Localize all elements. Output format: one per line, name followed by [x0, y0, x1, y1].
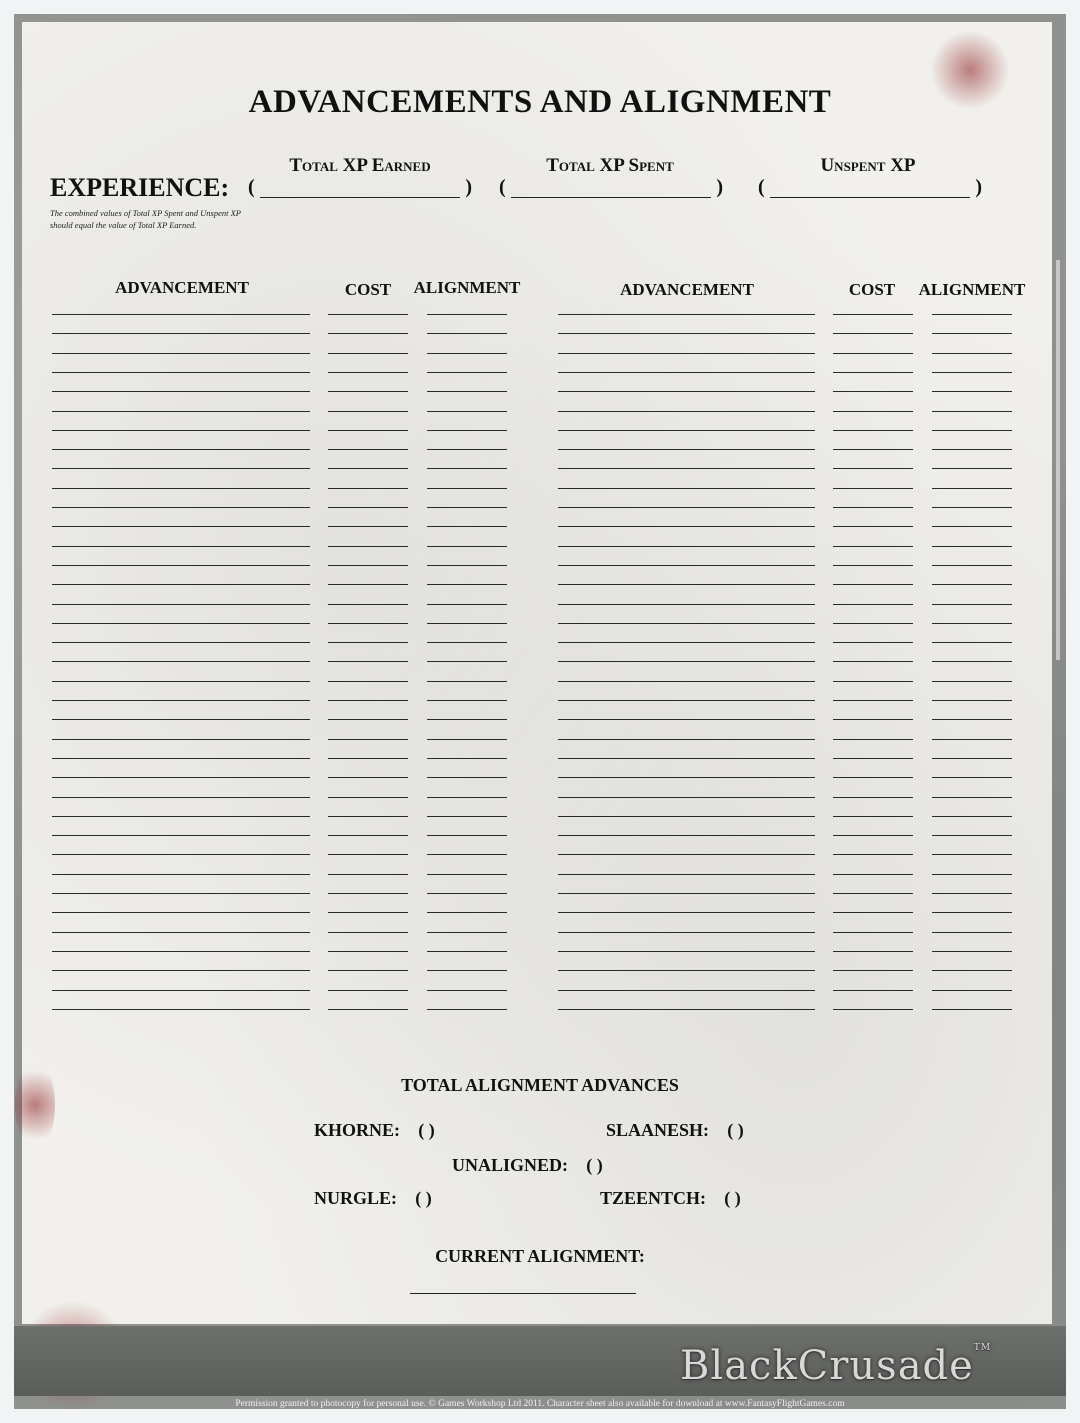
- entry-line[interactable]: [427, 468, 507, 469]
- entry-line: [260, 197, 460, 198]
- entry-line[interactable]: [52, 777, 310, 778]
- entry-line[interactable]: [932, 661, 1012, 662]
- entry-line[interactable]: [558, 333, 815, 334]
- entry-line[interactable]: [427, 430, 507, 431]
- entry-line[interactable]: [427, 584, 507, 585]
- entry-line[interactable]: [328, 893, 408, 894]
- bracket-open: (: [499, 176, 506, 198]
- entry-line[interactable]: [427, 777, 507, 778]
- unaligned-entry[interactable]: [452, 1155, 617, 1176]
- bracket-open: (: [758, 176, 765, 198]
- entry-line[interactable]: [932, 642, 1012, 643]
- entry-line[interactable]: [328, 372, 408, 373]
- slaanesh-bracket: ( ): [727, 1120, 744, 1140]
- entry-line[interactable]: [833, 604, 913, 605]
- entry-line[interactable]: [932, 700, 1012, 701]
- cost-lines-right[interactable]: [833, 314, 913, 1028]
- entry-line[interactable]: [328, 584, 408, 585]
- alignment-header-left: ALIGNMENT: [413, 278, 521, 297]
- entry-line[interactable]: [52, 565, 310, 566]
- entry-line[interactable]: [833, 970, 913, 971]
- experience-label: EXPERIENCE:: [50, 173, 230, 202]
- entry-line[interactable]: [52, 642, 310, 643]
- entry-line[interactable]: [558, 314, 815, 315]
- entry-line[interactable]: [328, 430, 408, 431]
- current-alignment-label: CURRENT ALIGNMENT:: [435, 1246, 645, 1266]
- entry-line[interactable]: [932, 990, 1012, 991]
- entry-line[interactable]: [932, 739, 1012, 740]
- entry-line[interactable]: [833, 758, 913, 759]
- entry-line[interactable]: [833, 719, 913, 720]
- entry-line[interactable]: [558, 372, 815, 373]
- entry-line[interactable]: [932, 758, 1012, 759]
- entry-line[interactable]: [833, 333, 913, 334]
- slaanesh-entry[interactable]: [606, 1120, 758, 1141]
- entry-line[interactable]: [427, 951, 507, 952]
- entry-line[interactable]: [932, 1009, 1012, 1010]
- entry-line[interactable]: [427, 661, 507, 662]
- entry-line[interactable]: [833, 739, 913, 740]
- entry-line[interactable]: [52, 912, 310, 913]
- advancement-header-left: ADVANCEMENT: [115, 278, 249, 297]
- entry-line[interactable]: [52, 835, 310, 836]
- entry-line[interactable]: [932, 468, 1012, 469]
- entry-line[interactable]: [833, 526, 913, 527]
- entry-line[interactable]: [328, 411, 408, 412]
- entry-line[interactable]: [833, 835, 913, 836]
- entry-line[interactable]: [427, 372, 507, 373]
- unaligned-label: UNALIGNED:: [452, 1155, 569, 1175]
- entry-line[interactable]: [558, 835, 815, 836]
- entry-line[interactable]: [932, 777, 1012, 778]
- entry-line[interactable]: [328, 951, 408, 952]
- entry-line[interactable]: [558, 584, 815, 585]
- entry-line[interactable]: [427, 681, 507, 682]
- entry-line[interactable]: [52, 333, 310, 334]
- entry-line[interactable]: [932, 816, 1012, 817]
- entry-line[interactable]: [52, 893, 310, 894]
- entry-line[interactable]: [558, 816, 815, 817]
- entry-line[interactable]: [558, 797, 815, 798]
- entry-line[interactable]: [52, 758, 310, 759]
- entry-line[interactable]: [52, 797, 310, 798]
- entry-line[interactable]: [52, 507, 310, 508]
- entry-line[interactable]: [427, 507, 507, 508]
- entry-line[interactable]: [932, 372, 1012, 373]
- entry-line[interactable]: [328, 1009, 408, 1010]
- entry-line[interactable]: [52, 739, 310, 740]
- entry-line[interactable]: [932, 951, 1012, 952]
- entry-line[interactable]: [833, 912, 913, 913]
- khorne-label: KHORNE:: [314, 1120, 401, 1140]
- entry-line[interactable]: [328, 681, 408, 682]
- entry-line[interactable]: [932, 449, 1012, 450]
- entry-line[interactable]: [328, 565, 408, 566]
- entry-line[interactable]: [427, 391, 507, 392]
- entry-line[interactable]: [427, 912, 507, 913]
- entry-line[interactable]: [328, 526, 408, 527]
- entry-line[interactable]: [558, 990, 815, 991]
- entry-line[interactable]: [833, 777, 913, 778]
- entry-line[interactable]: [558, 661, 815, 662]
- entry-line[interactable]: [558, 912, 815, 913]
- entry-line[interactable]: [932, 797, 1012, 798]
- entry-line[interactable]: [833, 642, 913, 643]
- entry-line[interactable]: [833, 314, 913, 315]
- entry-line[interactable]: [427, 874, 507, 875]
- cost-header-left: COST: [344, 280, 392, 299]
- entry-line[interactable]: [52, 990, 310, 991]
- entry-line[interactable]: [328, 488, 408, 489]
- permission-footer: Permission granted to photocopy for personal use. © Games Workshop Ltd 2011. Character sheet also available for download at www.FantasyFlightGames.com: [235, 1399, 845, 1409]
- entry-line[interactable]: [328, 468, 408, 469]
- entry-line[interactable]: [932, 932, 1012, 933]
- entry-line[interactable]: [427, 990, 507, 991]
- entry-line[interactable]: [52, 623, 310, 624]
- entry-line[interactable]: [558, 758, 815, 759]
- entry-line[interactable]: [328, 314, 408, 315]
- entry-line[interactable]: [833, 797, 913, 798]
- total-xp-earned-label: Total XP Earned: [289, 155, 431, 176]
- entry-line[interactable]: [833, 1009, 913, 1010]
- entry-line[interactable]: [52, 488, 310, 489]
- entry-line[interactable]: [833, 990, 913, 991]
- entry-line[interactable]: [558, 951, 815, 952]
- entry-line[interactable]: [328, 932, 408, 933]
- entry-line[interactable]: [558, 391, 815, 392]
- entry-line[interactable]: [52, 932, 310, 933]
- entry-line[interactable]: [427, 333, 507, 334]
- entry-line[interactable]: [328, 816, 408, 817]
- entry-line[interactable]: [558, 700, 815, 701]
- entry-line[interactable]: [558, 719, 815, 720]
- entry-line[interactable]: [833, 430, 913, 431]
- entry-line[interactable]: [932, 333, 1012, 334]
- entry-line[interactable]: [52, 661, 310, 662]
- entry-line[interactable]: [558, 970, 815, 971]
- entry-line[interactable]: [558, 353, 815, 354]
- entry-line[interactable]: [52, 391, 310, 392]
- entry-line[interactable]: [427, 835, 507, 836]
- entry-line[interactable]: [558, 526, 815, 527]
- tzeentch-entry[interactable]: [600, 1188, 755, 1209]
- entry-line[interactable]: [427, 314, 507, 315]
- entry-line[interactable]: [52, 526, 310, 527]
- entry-line[interactable]: [52, 1009, 310, 1010]
- entry-line[interactable]: [328, 777, 408, 778]
- entry-line[interactable]: [932, 854, 1012, 855]
- entry-line[interactable]: [932, 835, 1012, 836]
- page-title: ADVANCEMENTS AND ALIGNMENT: [248, 84, 832, 120]
- entry-line[interactable]: [558, 1009, 815, 1010]
- bracket-close: ): [975, 176, 982, 198]
- entry-line[interactable]: [52, 719, 310, 720]
- entry-line[interactable]: [833, 507, 913, 508]
- entry-line[interactable]: [932, 430, 1012, 431]
- entry-line[interactable]: [932, 314, 1012, 315]
- entry-line[interactable]: [52, 854, 310, 855]
- cost-lines-left[interactable]: [328, 314, 408, 1028]
- entry-line[interactable]: [328, 604, 408, 605]
- entry-line[interactable]: [932, 546, 1012, 547]
- entry-line[interactable]: [558, 777, 815, 778]
- entry-line[interactable]: [558, 681, 815, 682]
- entry-line[interactable]: [833, 893, 913, 894]
- entry-line[interactable]: [328, 391, 408, 392]
- entry-line[interactable]: [52, 584, 310, 585]
- slaanesh-label: SLAANESH:: [606, 1120, 710, 1140]
- entry-line[interactable]: [328, 990, 408, 991]
- entry-line[interactable]: [427, 700, 507, 701]
- advancement-lines-right[interactable]: [558, 314, 815, 1028]
- entry-line[interactable]: [833, 951, 913, 952]
- entry-line[interactable]: [833, 681, 913, 682]
- total-alignment-title: TOTAL ALIGNMENT ADVANCES: [401, 1075, 679, 1095]
- entry-line[interactable]: [427, 604, 507, 605]
- entry-line[interactable]: [833, 391, 913, 392]
- nurgle-entry[interactable]: [314, 1188, 446, 1209]
- entry-line[interactable]: [833, 854, 913, 855]
- bracket-open: (: [248, 176, 255, 198]
- tzeentch-label: TZEENTCH:: [600, 1188, 707, 1208]
- entry-line[interactable]: [833, 623, 913, 624]
- tzeentch-bracket: ( ): [724, 1188, 741, 1208]
- trademark-mark: TM: [973, 1343, 992, 1353]
- entry-line[interactable]: [558, 739, 815, 740]
- entry-line[interactable]: [328, 449, 408, 450]
- entry-line[interactable]: [932, 565, 1012, 566]
- entry-line[interactable]: [427, 970, 507, 971]
- entry-line[interactable]: [427, 488, 507, 489]
- current-alignment-field[interactable]: [410, 1293, 636, 1294]
- advancement-lines-left[interactable]: [52, 314, 310, 1028]
- entry-line[interactable]: [558, 565, 815, 566]
- entry-line[interactable]: [427, 1009, 507, 1010]
- entry-line[interactable]: [427, 642, 507, 643]
- entry-line[interactable]: [427, 546, 507, 547]
- entry-line[interactable]: [833, 546, 913, 547]
- entry-line[interactable]: [427, 353, 507, 354]
- entry-line[interactable]: [328, 623, 408, 624]
- entry-line[interactable]: [52, 353, 310, 354]
- total-xp-earned-field[interactable]: [248, 178, 472, 200]
- entry-line[interactable]: [328, 546, 408, 547]
- logo-text: BlackCrusade: [680, 1343, 974, 1389]
- entry-line[interactable]: [427, 565, 507, 566]
- entry-line[interactable]: [427, 526, 507, 527]
- alignment-lines-right[interactable]: [932, 314, 1012, 1028]
- entry-line[interactable]: [833, 353, 913, 354]
- entry-line[interactable]: [833, 372, 913, 373]
- entry-line[interactable]: [932, 411, 1012, 412]
- entry-line[interactable]: [932, 604, 1012, 605]
- advancement-header-right: ADVANCEMENT: [620, 280, 754, 299]
- entry-line[interactable]: [558, 449, 815, 450]
- entry-line[interactable]: [932, 623, 1012, 624]
- entry-line[interactable]: [833, 411, 913, 412]
- blood-splatter: [15, 1060, 55, 1150]
- entry-line[interactable]: [932, 893, 1012, 894]
- entry-line[interactable]: [932, 912, 1012, 913]
- entry-line[interactable]: [328, 353, 408, 354]
- alignment-lines-left[interactable]: [427, 314, 507, 1028]
- total-xp-spent-label: Total XP Spent: [546, 155, 674, 176]
- entry-line[interactable]: [52, 372, 310, 373]
- entry-line[interactable]: [558, 468, 815, 469]
- entry-line[interactable]: [52, 874, 310, 875]
- entry-line[interactable]: [833, 700, 913, 701]
- entry-line: [770, 197, 970, 198]
- khorne-bracket: ( ): [418, 1120, 435, 1140]
- entry-line: [511, 197, 711, 198]
- entry-line[interactable]: [328, 758, 408, 759]
- black-crusade-logo: [680, 1343, 991, 1389]
- entry-line[interactable]: [427, 739, 507, 740]
- entry-line[interactable]: [328, 797, 408, 798]
- entry-line[interactable]: [52, 681, 310, 682]
- entry-line[interactable]: [558, 488, 815, 489]
- experience-note: The combined values of Total XP Spent and Unspent XP should equal the value of Total XP Earned.: [50, 208, 241, 230]
- entry-line[interactable]: [427, 932, 507, 933]
- entry-line[interactable]: [833, 816, 913, 817]
- entry-line[interactable]: [427, 719, 507, 720]
- entry-line[interactable]: [328, 642, 408, 643]
- entry-line[interactable]: [833, 874, 913, 875]
- entry-line[interactable]: [833, 449, 913, 450]
- bracket-close: ): [465, 176, 472, 198]
- entry-line[interactable]: [558, 546, 815, 547]
- entry-line[interactable]: [932, 719, 1012, 720]
- entry-line[interactable]: [52, 700, 310, 701]
- entry-line[interactable]: [558, 507, 815, 508]
- entry-line[interactable]: [328, 333, 408, 334]
- entry-line[interactable]: [328, 661, 408, 662]
- cost-header-right: COST: [848, 280, 896, 299]
- entry-line[interactable]: [932, 488, 1012, 489]
- entry-line[interactable]: [52, 604, 310, 605]
- entry-line[interactable]: [558, 411, 815, 412]
- entry-line[interactable]: [427, 854, 507, 855]
- entry-line[interactable]: [833, 565, 913, 566]
- entry-line[interactable]: [328, 874, 408, 875]
- entry-line[interactable]: [427, 797, 507, 798]
- entry-line[interactable]: [833, 468, 913, 469]
- alignment-header-right: ALIGNMENT: [918, 280, 1026, 299]
- entry-line[interactable]: [328, 970, 408, 971]
- entry-line[interactable]: [932, 391, 1012, 392]
- bracket-close: ): [716, 176, 723, 198]
- entry-line[interactable]: [427, 816, 507, 817]
- unspent-xp-label: Unspent XP: [820, 155, 916, 176]
- entry-line[interactable]: [427, 893, 507, 894]
- entry-line[interactable]: [52, 951, 310, 952]
- entry-line[interactable]: [328, 719, 408, 720]
- entry-line[interactable]: [52, 970, 310, 971]
- entry-line[interactable]: [328, 912, 408, 913]
- nurgle-bracket: ( ): [415, 1188, 432, 1208]
- entry-line[interactable]: [932, 526, 1012, 527]
- entry-line[interactable]: [52, 430, 310, 431]
- entry-line[interactable]: [52, 449, 310, 450]
- entry-line[interactable]: [427, 758, 507, 759]
- page-edge: [1056, 260, 1060, 660]
- entry-line[interactable]: [558, 604, 815, 605]
- entry-line[interactable]: [558, 642, 815, 643]
- entry-line[interactable]: [558, 932, 815, 933]
- total-xp-spent-field[interactable]: [499, 178, 723, 200]
- entry-line[interactable]: [558, 430, 815, 431]
- entry-line[interactable]: [328, 854, 408, 855]
- entry-line[interactable]: [328, 700, 408, 701]
- entry-line[interactable]: [52, 816, 310, 817]
- entry-line[interactable]: [558, 854, 815, 855]
- entry-line[interactable]: [558, 874, 815, 875]
- entry-line[interactable]: [328, 507, 408, 508]
- entry-line[interactable]: [52, 411, 310, 412]
- nurgle-label: NURGLE:: [314, 1188, 398, 1208]
- entry-line[interactable]: [932, 584, 1012, 585]
- entry-line[interactable]: [932, 507, 1012, 508]
- entry-line[interactable]: [932, 970, 1012, 971]
- entry-line[interactable]: [833, 661, 913, 662]
- entry-line[interactable]: [52, 468, 310, 469]
- unaligned-bracket: ( ): [586, 1155, 603, 1175]
- entry-line[interactable]: [833, 488, 913, 489]
- entry-line[interactable]: [328, 739, 408, 740]
- entry-line[interactable]: [328, 835, 408, 836]
- entry-line[interactable]: [932, 681, 1012, 682]
- khorne-entry[interactable]: [314, 1120, 449, 1141]
- entry-line[interactable]: [558, 623, 815, 624]
- entry-line[interactable]: [558, 893, 815, 894]
- entry-line[interactable]: [427, 411, 507, 412]
- unspent-xp-field[interactable]: [758, 178, 982, 200]
- entry-line[interactable]: [52, 314, 310, 315]
- entry-line[interactable]: [932, 874, 1012, 875]
- entry-line[interactable]: [833, 584, 913, 585]
- entry-line[interactable]: [427, 623, 507, 624]
- entry-line[interactable]: [932, 353, 1012, 354]
- entry-line[interactable]: [427, 449, 507, 450]
- entry-line[interactable]: [52, 546, 310, 547]
- entry-line[interactable]: [833, 932, 913, 933]
